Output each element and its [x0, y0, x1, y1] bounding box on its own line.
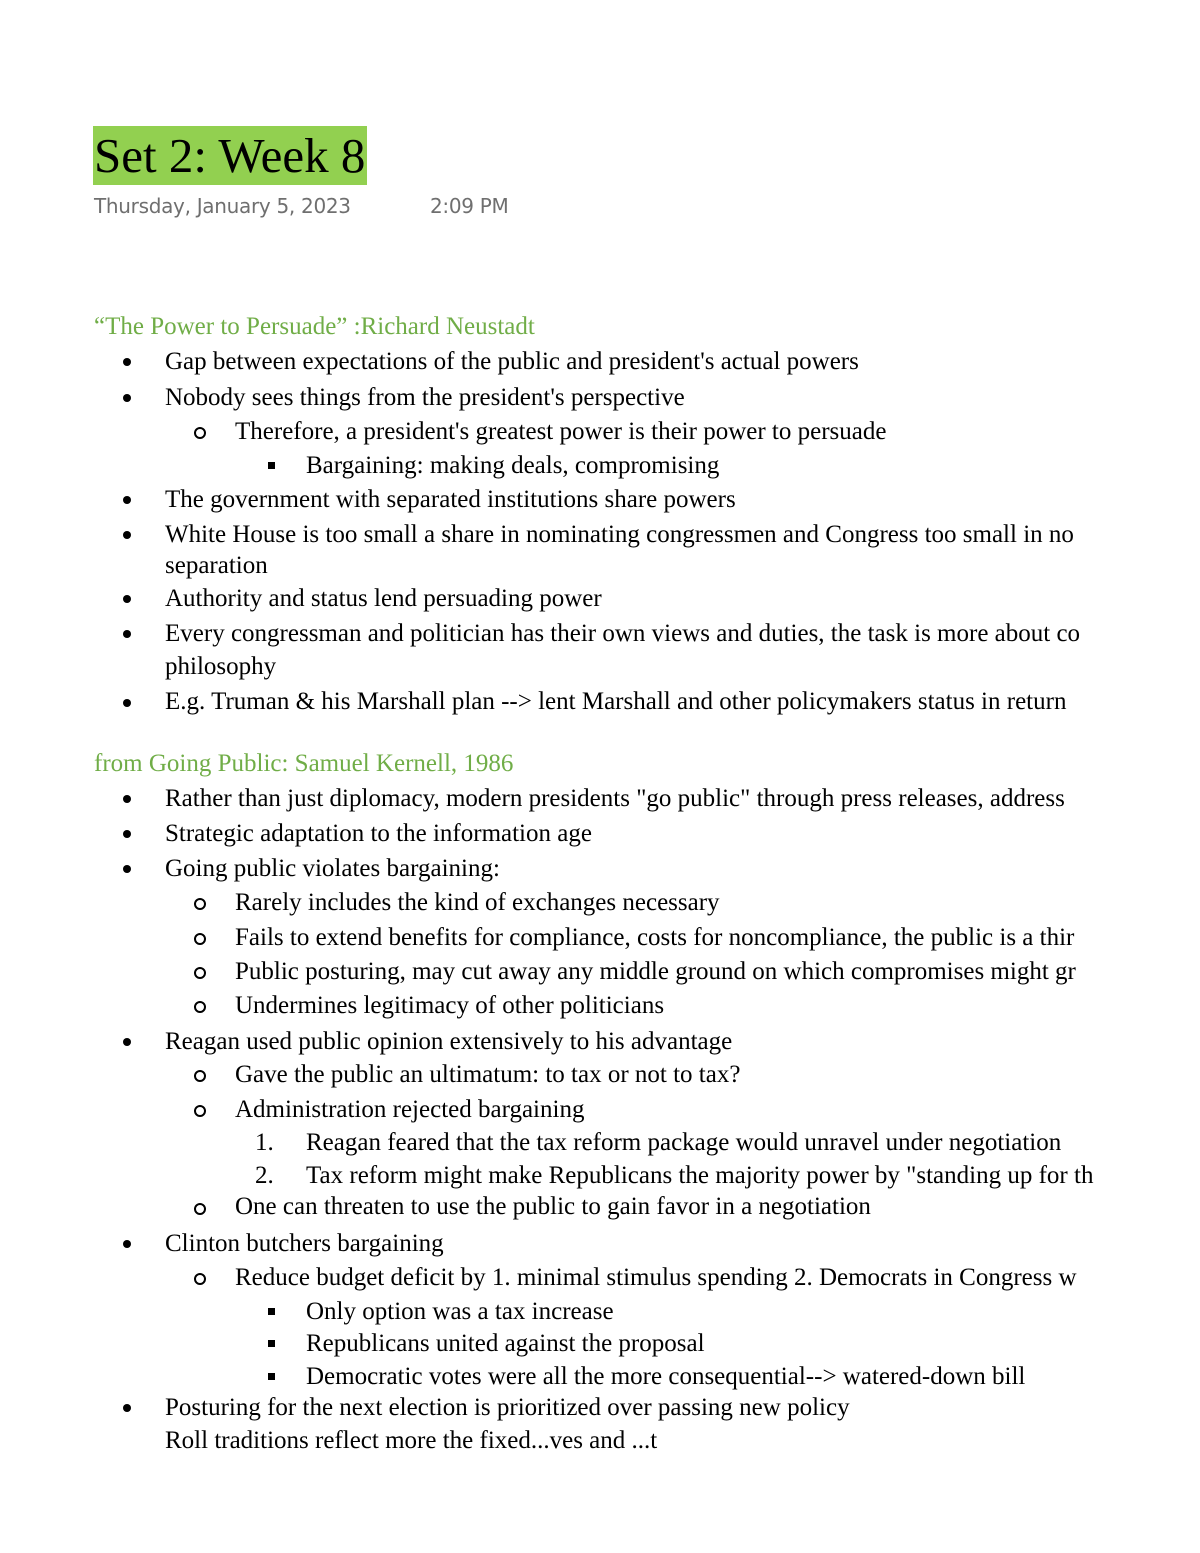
circle-bullet-icon — [194, 1203, 206, 1215]
list-item: Republicans united against the proposal — [306, 1330, 705, 1357]
circle-bullet-icon — [194, 427, 206, 439]
bullet-icon — [123, 358, 131, 366]
circle-bullet-icon — [194, 1070, 206, 1082]
square-bullet-icon — [268, 462, 275, 469]
bullet-icon — [123, 595, 131, 603]
section-heading: from Going Public: Samuel Kernell, 1986 — [94, 750, 514, 777]
note-time: 2:09 PM — [430, 194, 509, 218]
list-item: Rarely includes the kind of exchanges necessary — [235, 889, 720, 916]
square-bullet-icon — [268, 1308, 275, 1315]
bullet-icon — [123, 531, 131, 539]
bullet-icon — [123, 1404, 131, 1412]
list-item-cut-off: Roll traditions reflect more the fixed...ves and ...t — [165, 1427, 658, 1454]
bullet-icon — [123, 830, 131, 838]
circle-bullet-icon — [194, 1273, 206, 1285]
bullet-icon — [123, 699, 131, 707]
circle-bullet-icon — [194, 1105, 206, 1117]
bullet-icon — [123, 1240, 131, 1248]
list-number: 2. — [255, 1162, 274, 1189]
list-item: Every congressman and politician has their own views and duties, the task is more about co — [165, 620, 1081, 647]
list-item: One can threaten to use the public to gain favor in a negotiation — [235, 1193, 871, 1220]
list-item: Reduce budget deficit by 1. minimal stimulus spending 2. Democrats in Congress w — [235, 1264, 1077, 1291]
list-number: 1. — [255, 1129, 274, 1156]
list-item: Gave the public an ultimatum: to tax or not to tax? — [235, 1061, 741, 1088]
list-item: Clinton butchers bargaining — [165, 1230, 444, 1257]
list-item: Therefore, a president's greatest power is their power to persuade — [235, 418, 887, 445]
bullet-icon — [123, 865, 131, 873]
list-item: Posturing for the next election is prioritized over passing new policy — [165, 1394, 850, 1421]
list-item: Public posturing, may cut away any middle ground on which compromises might gr — [235, 958, 1076, 985]
circle-bullet-icon — [194, 967, 206, 979]
list-item: E.g. Truman & his Marshall plan --> lent Marshall and other policymakers status in return — [165, 688, 1067, 715]
list-item: Reagan used public opinion extensively to his advantage — [165, 1028, 733, 1055]
bullet-icon — [123, 394, 131, 402]
list-item: White House is too small a share in nominating congressmen and Congress too small in no — [165, 521, 1074, 548]
list-item-continuation: separation — [165, 552, 268, 579]
list-item: Democratic votes were all the more consequential--> watered-down bill — [306, 1363, 1026, 1390]
square-bullet-icon — [268, 1373, 275, 1380]
list-item: Going public violates bargaining: — [165, 855, 500, 882]
bullet-icon — [123, 795, 131, 803]
list-item: Fails to extend benefits for compliance, costs for noncompliance, the public is a thir — [235, 924, 1075, 951]
list-item: Undermines legitimacy of other politicians — [235, 992, 665, 1019]
list-item: Administration rejected bargaining — [235, 1096, 585, 1123]
list-item: Strategic adaptation to the information age — [165, 820, 592, 847]
list-item: Reagan feared that the tax reform package would unravel under negotiation — [306, 1129, 1062, 1156]
note-date: Thursday, January 5, 2023 — [94, 194, 351, 218]
page-title: Set 2: Week 8 — [94, 128, 366, 183]
section-heading: “The Power to Persuade” :Richard Neustadt — [94, 313, 535, 340]
bullet-icon — [123, 630, 131, 638]
circle-bullet-icon — [194, 1001, 206, 1013]
list-item: Gap between expectations of the public and president's actual powers — [165, 348, 859, 375]
list-item: Tax reform might make Republicans the majority power by "standing up for th — [306, 1162, 1094, 1189]
list-item: Only option was a tax increase — [306, 1298, 614, 1325]
bullet-icon — [123, 1038, 131, 1046]
list-item: The government with separated institutions share powers — [165, 486, 736, 513]
list-item: Rather than just diplomacy, modern presidents "go public" through press releases, address — [165, 785, 1065, 812]
list-item-continuation: philosophy — [165, 653, 277, 680]
circle-bullet-icon — [194, 898, 206, 910]
circle-bullet-icon — [194, 933, 206, 945]
bullet-icon — [123, 496, 131, 504]
list-item: Authority and status lend persuading power — [165, 585, 602, 612]
square-bullet-icon — [268, 1340, 275, 1347]
list-item: Nobody sees things from the president's perspective — [165, 384, 685, 411]
list-item: Bargaining: making deals, compromising — [306, 452, 720, 479]
